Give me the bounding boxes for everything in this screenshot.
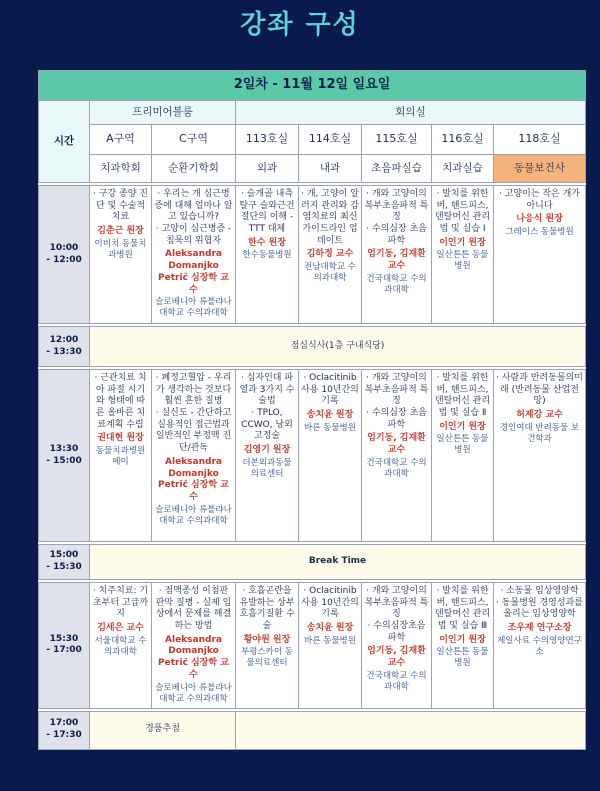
speaker-name: Aleksandra Domanjko Petrič 심장학 교수: [158, 249, 229, 295]
track-header: 순환기학회: [152, 155, 236, 183]
room-header: 115호실: [362, 125, 432, 155]
conference-room-header: 회의실: [236, 101, 586, 125]
speaker-affiliation: 서울대학교 수의과대학: [94, 635, 147, 657]
lecture-topic: · 고양이는 작은 개가 아니다: [499, 189, 580, 211]
speaker-affiliation: 건국대학교 수의과대학: [366, 273, 427, 295]
lecture-cell: [152, 186, 236, 324]
lecture-topic: · 개, 고양이 알러지 관리와 감염치료의 최신 가이드라인 업데이트: [301, 189, 359, 246]
lecture-cell: [362, 370, 432, 542]
lecture-cell: [152, 370, 236, 542]
lecture-topic: · 개와 고양이의 복부초음파적 특징 · 수의심장 초음파학: [364, 189, 429, 246]
lecture-cell: [236, 186, 299, 324]
lecture-cell: [90, 370, 152, 542]
speaker-affiliation: 한수동물병원: [242, 250, 292, 261]
speaker-name: 엄기동, 김재환 교수: [367, 249, 426, 272]
lunch-cell: 점심식사(1층 구내식당): [90, 327, 586, 367]
speaker-affiliation: 제일사료 수의영양연구소: [497, 635, 582, 657]
speaker-affiliation: 슬로베니아 류블랴나 대학교 수의과대학: [155, 504, 232, 526]
lecture-cell: [299, 370, 362, 542]
speaker-affiliation: 바른 동물병원: [304, 422, 356, 433]
lecture-topic: · Oclacitinib 사용 10년간의 기록: [301, 586, 359, 620]
empty-cell: [236, 711, 586, 749]
speaker-name: 송치윤 원장: [306, 623, 354, 634]
speaker-name: 엄기동, 김재환 교수: [367, 646, 426, 669]
speaker-name: 조우재 연구소장: [507, 623, 572, 634]
time-slot: 15:30 - 17:00: [39, 583, 90, 709]
lecture-cell: [494, 583, 586, 709]
speaker-affiliation: 슬로베니아 류블랴나 대학교 수의과대학: [155, 682, 232, 704]
speaker-name: 송치윤 원장: [306, 410, 354, 421]
speaker-name: Aleksandra Domanjko Petrič 심장학 교수: [158, 634, 229, 680]
lecture-cell: [236, 583, 299, 709]
room-header: A구역: [90, 125, 152, 155]
lecture-cell: [299, 583, 362, 709]
lecture-topic: · 개와 고양이의 복부초음파적 특징 · 수의심장 초음파학: [364, 373, 429, 430]
lecture-cell: [299, 186, 362, 324]
premier-ballroom-header: 프리미어볼룸: [90, 101, 236, 125]
speaker-affiliation: 부평스카이 동물의료센터: [241, 647, 293, 669]
room-header: 116호실: [432, 125, 494, 155]
speaker-affiliation: 건국대학교 수의과대학: [366, 670, 427, 692]
time-slot: 10:00 - 12:00: [39, 186, 90, 324]
speaker-name: 김세은 교수: [97, 623, 144, 634]
speaker-affiliation: 이비치 동물치과병원: [94, 238, 147, 260]
speaker-name: 엄기동, 김재환 교수: [367, 433, 426, 456]
room-header: 113호실: [236, 125, 299, 155]
track-header: 치과학회: [90, 155, 152, 183]
lecture-cell: [362, 186, 432, 324]
lecture-cell: [432, 186, 494, 324]
speaker-affiliation: 그레이스 동물병원: [505, 227, 574, 238]
speaker-name: 이인기 원장: [439, 634, 486, 645]
room-header: 114호실: [299, 125, 362, 155]
lecture-cell: [90, 186, 152, 324]
lecture-topic: · 호흡곤란을 유발하는 상부 호흡기질환 수술: [239, 586, 295, 632]
lecture-topic: · 발치를 위한 버, 핸드피스, 덴탈머신 관리법 및 실습 Ⅲ: [434, 586, 491, 632]
lecture-topic: · 치주치료: 기초부터 고급까지: [92, 586, 149, 620]
speaker-name: 허제강 교수: [516, 410, 563, 421]
room-header: 118호실: [494, 125, 586, 155]
speaker-affiliation: 건국대학교 수의과대학: [366, 457, 427, 479]
time-slot: 17:00 - 17:30: [39, 711, 90, 749]
lecture-cell: [432, 583, 494, 709]
lecture-topic: · 소동물 임상영양학 · 동물병원 경영성과를 올리는 임상영양학: [496, 586, 583, 620]
speaker-affiliation: 일산튼튼 동물병원: [436, 647, 489, 669]
lecture-topic: · 발치를 위한 버, 핸드피스, 덴탈머신 관리법 및 실습 Ⅱ: [434, 373, 491, 419]
speaker-affiliation: 경인여대 반려동물 보건학과: [499, 422, 580, 444]
time-header: 시간: [39, 101, 90, 183]
prize-draw-cell: 경품추첨: [90, 711, 236, 749]
break-cell: Break Time: [90, 545, 586, 580]
time-slot: 13:30 - 15:00: [39, 370, 90, 542]
speaker-affiliation: 전남대학교 수의과대학: [304, 262, 356, 284]
track-header: 외과: [236, 155, 299, 183]
speaker-affiliation: 동물치과병원 메이: [95, 446, 146, 468]
speaker-name: 한수 원장: [248, 237, 286, 248]
lecture-cell: [90, 583, 152, 709]
lecture-topic: · 슬개골 내측탈구 슬와근건 절단의 이해 - TTT 대체: [239, 189, 295, 235]
speaker-affiliation: 일산튼튼 동물병원: [436, 434, 489, 456]
lecture-cell: [432, 370, 494, 542]
day-header: 2일차 - 11월 12일 일요일: [39, 71, 586, 101]
speaker-name: 권대현 원장: [97, 433, 144, 444]
speaker-name: 김영기 원장: [243, 445, 291, 456]
track-header: 내과: [299, 155, 362, 183]
speaker-affiliation: 일산튼튼 동물병원: [436, 250, 489, 272]
lecture-cell: [236, 370, 299, 542]
lecture-topic: · Oclacitinib 사용 10년간의 기록: [301, 373, 359, 407]
session-row: [39, 583, 586, 709]
speaker-name: 김춘근 원장: [97, 226, 144, 237]
session-row: [39, 186, 586, 324]
lecture-topic: · 점액종성 이첨판 판막 질병 - 실제 임상에서 문제를 해결하는 방법: [155, 586, 232, 632]
speaker-affiliation: 바른 동물병원: [304, 635, 356, 646]
speaker-affiliation: 더본외과동물 의료센터: [242, 457, 292, 479]
schedule-table: [38, 70, 586, 750]
time-slot: 15:00 - 15:30: [39, 545, 90, 580]
track-header: 치과실습: [432, 155, 494, 183]
lecture-cell: [152, 583, 236, 709]
lecture-topic: · 폐정고혈압 - 우리가 생각하는 것보다 훨씬 흔한 질병 · 실신도 - 간단하고 실용적인 접근법과 일반적인 부정맥 진단/관독: [155, 373, 232, 454]
lecture-topic: · 근관치료 치아 파절 시기와 형태에 따른 올바른 치료계획 수립: [94, 373, 147, 430]
lecture-topic: · 우리는 개 심근병증에 대해 얼마나 알고 있습니까? · 고양이 심근병증 - 침묵의 위협자: [154, 189, 233, 246]
lecture-cell: [494, 370, 586, 542]
speaker-name: 이인기 원장: [439, 421, 486, 432]
speaker-name: 황야원 원장: [243, 634, 291, 645]
speaker-name: 이인기 원장: [439, 237, 486, 248]
lecture-topic: · 발치를 위한 버, 핸드피스, 덴탈머신 관리법 및 실습 Ⅰ: [434, 189, 491, 235]
session-row: [39, 370, 586, 542]
speaker-name: 김하정 교수: [306, 249, 354, 260]
speaker-name: Aleksandra Domanjko Petrič 심장학 교수: [158, 456, 229, 502]
lecture-topic: · 십자인대 파열과 3가지 수술법 · TPLO, CCWO, 낭외고정술: [239, 373, 295, 442]
page-title: 강좌 구성: [240, 10, 360, 40]
lecture-topic: · 구강 종양 진단 및 수술적 치료: [93, 189, 148, 223]
speaker-name: 나응식 원장: [516, 214, 563, 225]
lecture-cell: [494, 186, 586, 324]
lecture-cell: [362, 583, 432, 709]
speaker-affiliation: 슬로베니아 류블랴나 대학교 수의과대학: [155, 297, 232, 319]
track-header: 초음파실습: [362, 155, 432, 183]
time-slot: 12:00 - 13:30: [39, 327, 90, 367]
lecture-topic: · 개와 고양이의 복부초음파적 특징 · 수의심장초음파학: [364, 586, 429, 643]
room-header: C구역: [152, 125, 236, 155]
track-header-vet-nurse: 동물보건사: [494, 155, 586, 183]
lecture-topic: · 사람과 반려동물의미래 (반려동물 산업전망): [496, 373, 583, 407]
